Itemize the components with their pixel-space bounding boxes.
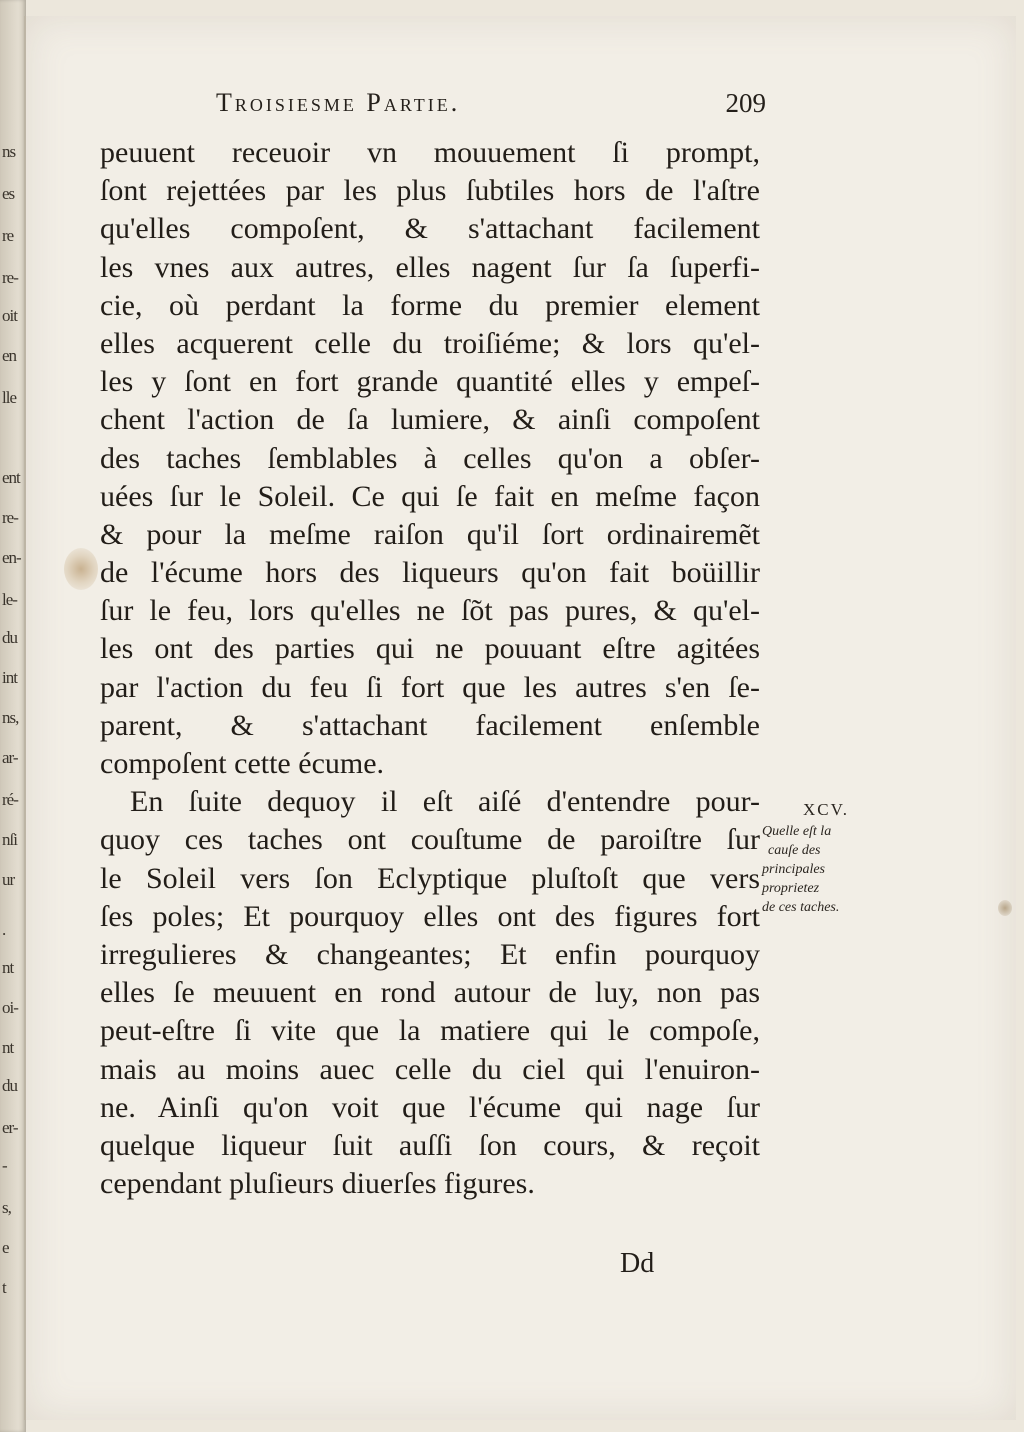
previous-page-text-fragment: . xyxy=(2,920,6,939)
previous-page-text-fragment: er- xyxy=(2,1118,18,1137)
text-line: quoy ces taches ont couſtume de paroiſtre ſur xyxy=(100,823,760,857)
text-line: compoſent cette écume. xyxy=(100,747,385,780)
previous-page-text-fragment: s, xyxy=(2,1198,11,1217)
text-line: qu'elles compoſent, & s'attachant facilement xyxy=(100,212,760,246)
text-line: irregulieres & changeantes; Et enfin pourquoy xyxy=(100,937,760,971)
page-header xyxy=(192,88,766,128)
text-line: cie, où perdant la forme du premier element xyxy=(100,288,760,322)
margin-note-line: de ces taches. xyxy=(762,900,840,915)
text-line: mais au moins auec celle du ciel qui l'enuiron- xyxy=(100,1052,760,1086)
previous-page-text-fragment: nt xyxy=(2,1038,14,1057)
body-text xyxy=(100,134,760,1203)
previous-page-text-fragment: es xyxy=(2,184,15,203)
margin-note-line: proprietez xyxy=(762,881,820,896)
previous-page-text-fragment: oit xyxy=(2,306,17,325)
previous-page-text-fragment: ur xyxy=(2,870,15,889)
previous-page-edge xyxy=(0,0,26,1432)
margin-note-line: Quelle eſt la xyxy=(762,824,832,839)
text-line: quelque liqueur ſuit auſſi ſon cours, & reçoit xyxy=(100,1128,760,1162)
previous-page-text-fragment: int xyxy=(2,668,17,687)
text-line: les vnes aux autres, elles nagent ſur ſa ſuperfi- xyxy=(100,250,760,284)
previous-page-text-fragment: nt xyxy=(2,958,14,977)
text-line: les ont des parties qui ne pouuant eſtre agitées xyxy=(100,632,760,666)
previous-page-text-fragment: ent xyxy=(2,468,20,487)
text-line: uées ſur le Soleil. Ce qui ſe fait en meſme façon xyxy=(100,479,760,513)
previous-page-text-fragment: en xyxy=(2,346,17,365)
previous-page-text-fragment: ar- xyxy=(2,748,18,767)
previous-page-text-fragment: nſi xyxy=(2,830,17,849)
text-line: de l'écume hors des liqueurs qu'on fait boüillir xyxy=(100,556,760,590)
text-line: elles ſe meuuent en rond autour de luy, non pas xyxy=(100,976,760,1010)
text-line: le Soleil vers ſon Eclyptique pluſtoſt que vers xyxy=(100,861,760,895)
text-line: les y ſont en fort grande quantité elles y empeſ- xyxy=(100,365,760,399)
text-line: ſont rejettées par les plus ſubtiles hors de l'aſtre xyxy=(100,174,760,208)
text-line: elles acquerent celle du troiſiéme; & lors qu'el- xyxy=(100,326,760,360)
margin-note-line: cauſe des xyxy=(768,843,821,858)
page-number: 209 xyxy=(725,88,766,118)
previous-page-text-fragment: - xyxy=(2,1156,7,1175)
catchword: Dd xyxy=(620,1248,655,1279)
previous-page-text-fragment: ns xyxy=(2,142,16,161)
text-line: ſes poles; Et pourquoy elles ont des figures fort xyxy=(100,899,760,933)
previous-page-text-fragment: t xyxy=(2,1278,6,1297)
text-line: par l'action du feu ſi fort que les autres s'en ſe- xyxy=(100,670,760,704)
previous-page-text-fragment: du xyxy=(2,628,17,647)
text-line: des taches ſemblables à celles qu'on a obſer- xyxy=(100,441,760,475)
margin-note-number: XCV. xyxy=(803,800,849,819)
previous-page-text-fragment: le- xyxy=(2,590,17,609)
text-line: ſur le feu, lors qu'elles ne ſõt pas pures, & qu'el- xyxy=(100,594,760,628)
paper-stain xyxy=(64,548,98,590)
text-line: peut-eſtre ſi vite que la matiere qui le compoſe, xyxy=(100,1014,760,1048)
previous-page-text-fragment: re- xyxy=(2,508,18,527)
previous-page-text-fragment: du xyxy=(2,1076,17,1095)
previous-page-text-fragment: re xyxy=(2,226,14,245)
paragraph-start-line: En ſuite dequoy il eſt aiſé d'entendre pour- xyxy=(130,785,760,819)
previous-page-text-fragment: re- xyxy=(2,268,18,287)
text-line: & pour la meſme raiſon qu'il ſort ordinairemẽt xyxy=(100,517,760,551)
margin-note xyxy=(762,800,872,917)
text-line: parent, & s'attachant facilement enſemble xyxy=(100,708,760,742)
text-line: cependant pluſieurs diuerſes figures. xyxy=(100,1167,535,1201)
previous-page-text-fragment: oi- xyxy=(2,998,18,1017)
previous-page-text-fragment: ns, xyxy=(2,708,19,727)
running-title: Troisiesme Partie. xyxy=(216,88,461,117)
previous-page-text-fragment: lle xyxy=(2,388,16,407)
margin-note-line: principales xyxy=(762,862,825,877)
paper-spot xyxy=(998,900,1012,916)
text-line: chent l'action de ſa lumiere, & ainſi compoſent xyxy=(100,403,760,437)
previous-page-text-fragment: e xyxy=(2,1238,9,1257)
previous-page-text-fragment: ré- xyxy=(2,790,18,809)
text-line: peuuent receuoir vn mouuement ſi prompt, xyxy=(100,136,760,169)
text-line: ne. Ainſi qu'on voit que l'écume qui nage ſur xyxy=(100,1090,760,1124)
previous-page-text-fragment: en- xyxy=(2,548,21,567)
